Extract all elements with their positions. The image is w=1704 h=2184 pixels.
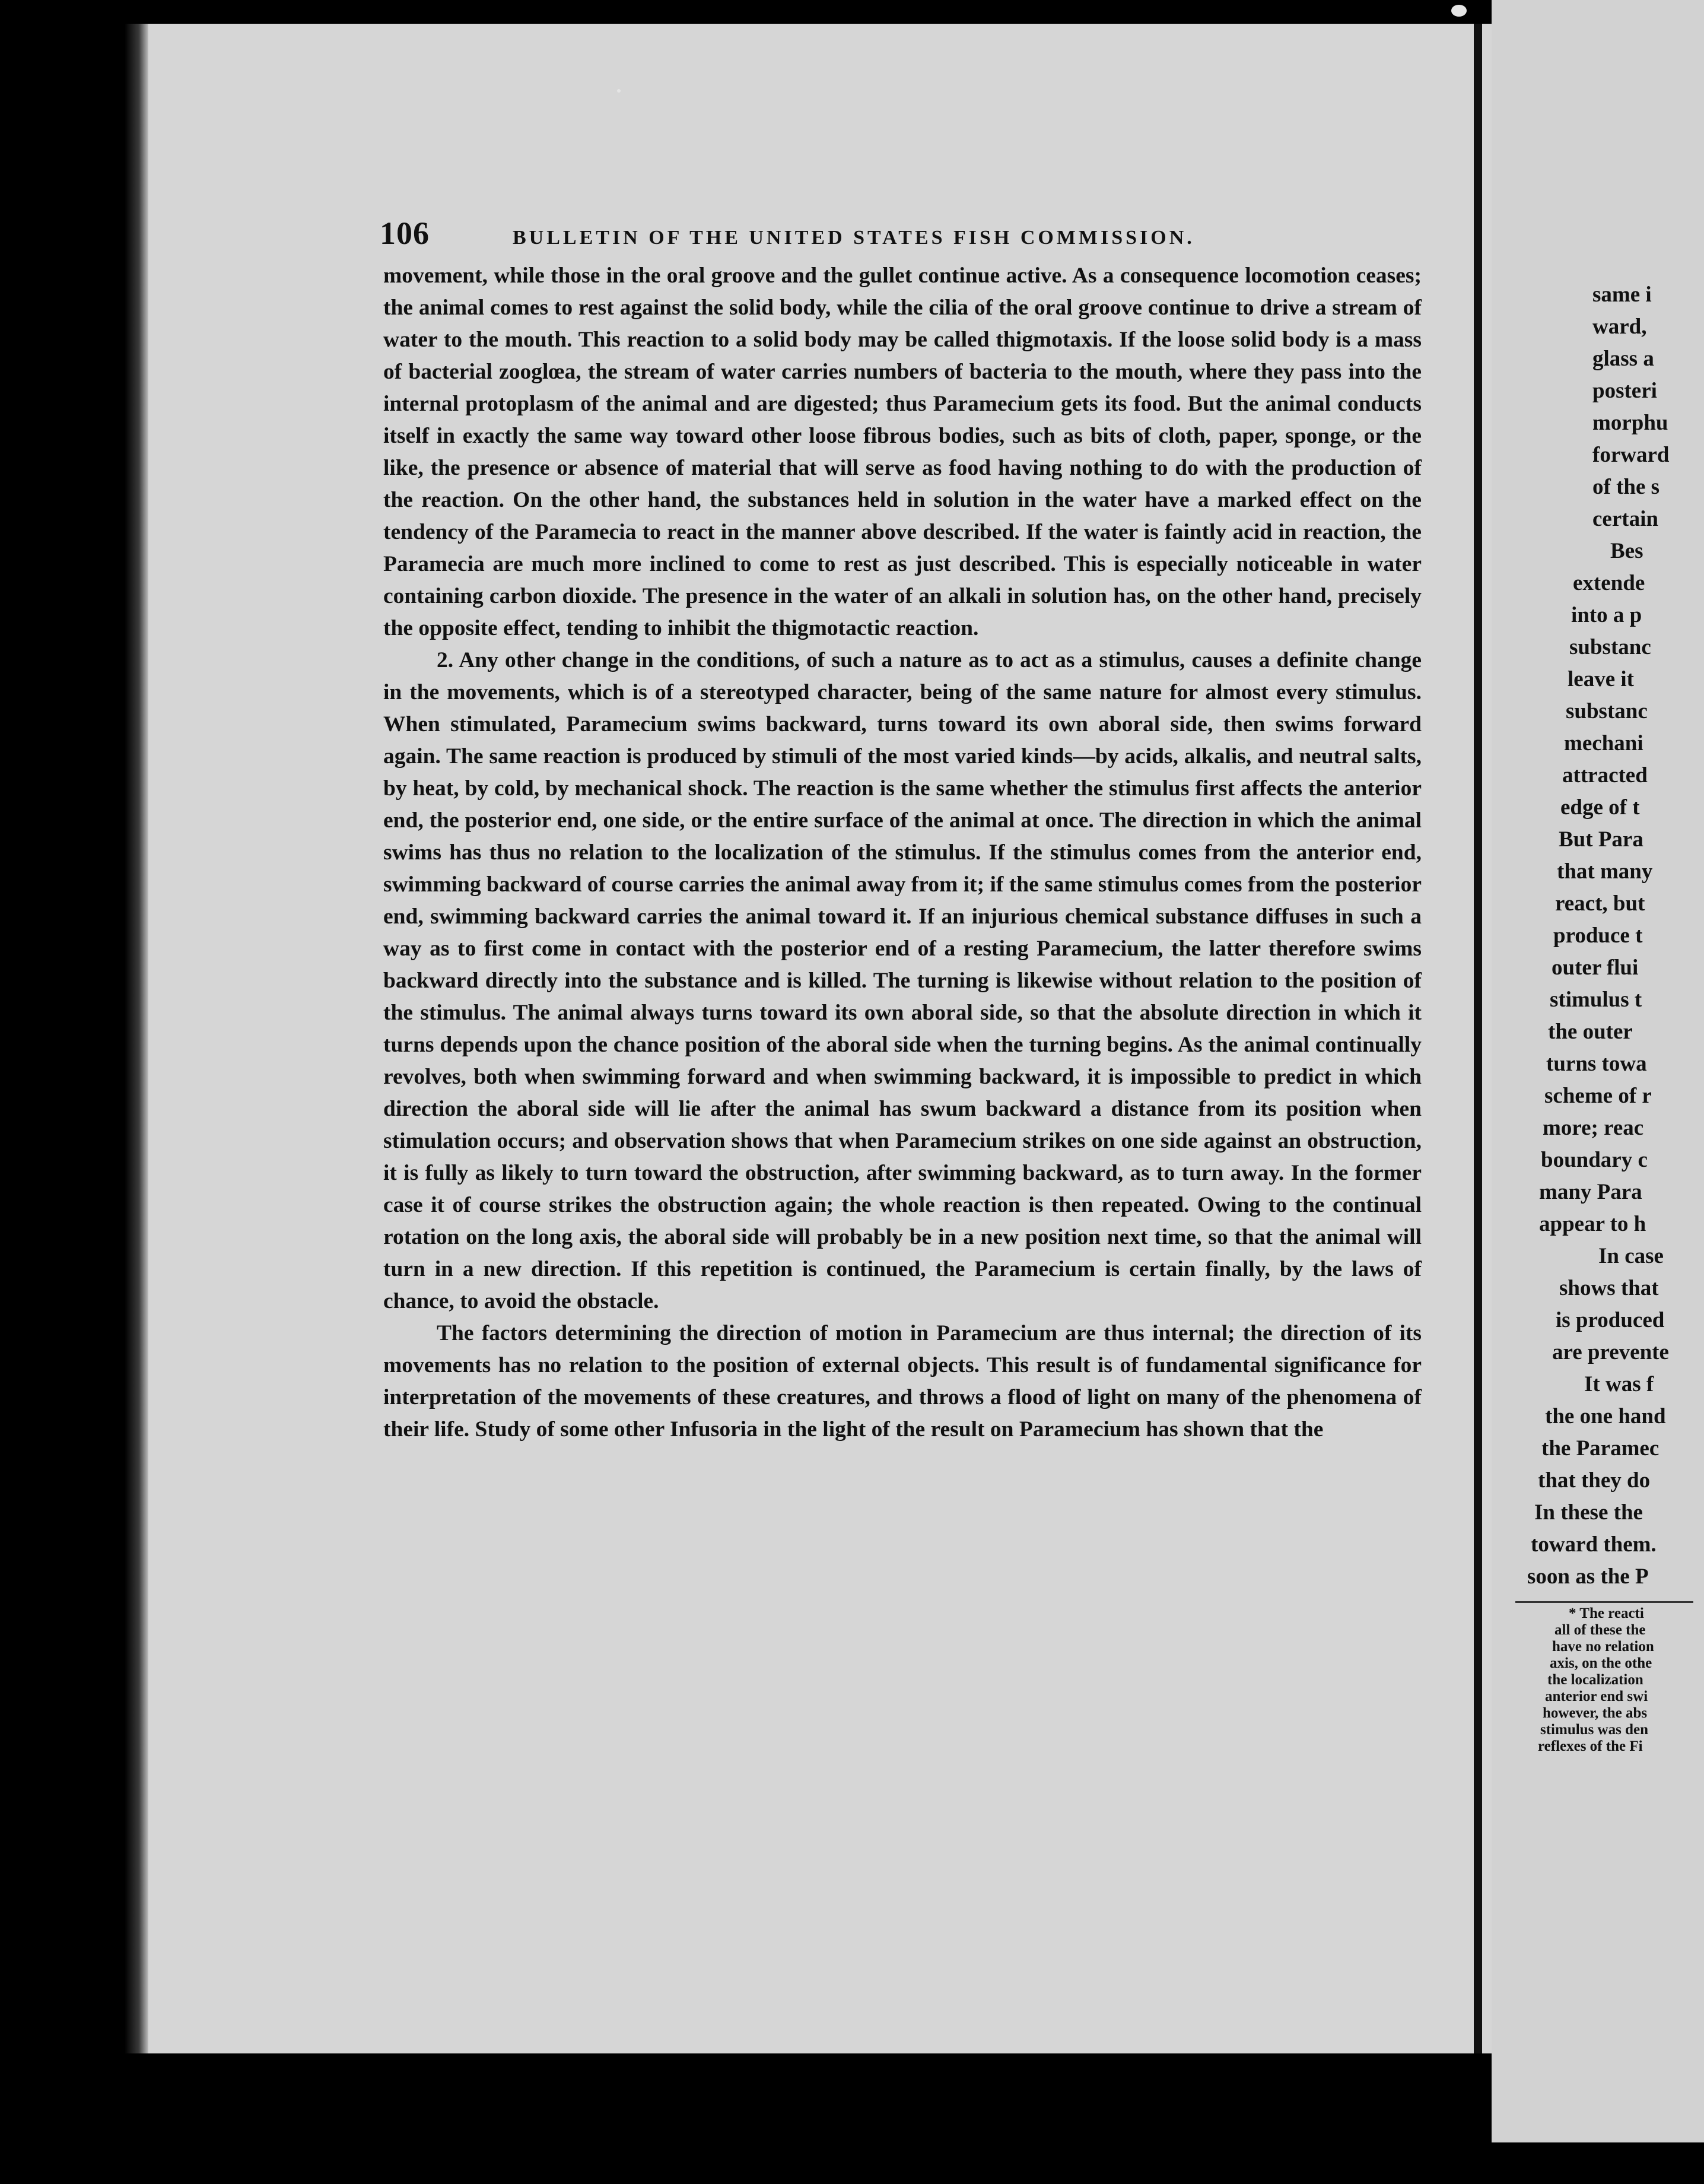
page-gutter <box>1474 24 1482 2053</box>
facing-page-line: forward <box>1592 443 1670 467</box>
facing-page-line: is produced <box>1556 1308 1665 1332</box>
facing-page-line: edge of t <box>1560 795 1640 820</box>
facing-page-footnote-line: the localization <box>1547 1672 1643 1688</box>
facing-page-line: turns towa <box>1546 1052 1647 1076</box>
facing-page-line: outer flui <box>1552 956 1639 980</box>
facing-page-fragment <box>1492 0 1704 2142</box>
page-number: 106 <box>380 215 430 251</box>
facing-page-line: leave it <box>1568 667 1634 691</box>
facing-page-line: In these the <box>1534 1500 1643 1525</box>
facing-page-line: extende <box>1573 571 1645 595</box>
facing-page-footnote-line: axis, on the othe <box>1550 1655 1652 1671</box>
facing-page-line: glass a <box>1592 347 1654 371</box>
body-text <box>383 260 1422 1446</box>
facing-page-line: It was f <box>1584 1372 1654 1396</box>
footnote-rule <box>1515 1601 1693 1603</box>
facing-page-line: are prevente <box>1552 1340 1669 1364</box>
facing-page-line: produce t <box>1553 923 1643 948</box>
facing-page-line: shows that <box>1559 1276 1659 1300</box>
facing-page-lines <box>1492 279 1693 1593</box>
facing-page-line: But Para <box>1559 827 1643 852</box>
facing-page-line: that many <box>1557 859 1653 884</box>
paragraph: 2. Any other change in the conditions, of such a nature as to act as a stimulus, causes a definite change in the movements, which is of a stereotyped character, being of the same nature for almost every stimulus. When stimulated, Paramecium swims backward, turns toward its own aboral side, then swims forward again. The same reaction is produced by stimuli of the most varied kinds—by acids, alkalis, and neutral salts, by heat, by cold, by mechanical shock. The reaction is the same whether the stimulus first affects the anterior end, the posterior end, one side, or the entire surface of the animal at once. The direction in which the animal swims has thus no relation to the localization of the stimulus. If the stimulus comes from the anterior end, swimming backward of course carries the animal away from it; if the same stimulus comes from the posterior end, swimming backward carries the animal toward it. If an injurious chemical substance diffuses in such a way as to first come in contact with the posterior end of a resting Paramecium, the latter therefore swims backward directly into the substance and is killed. The turning is likewise without relation to the position of the stimulus. The animal always turns toward its own aboral side, so that the absolute direction in which it turns depends upon the chance position of the aboral side when the turning begins. As the animal continually revolves, both when swimming forward and when swimming backward, it is impossible to predict in which direction the aboral side will lie after the animal has swum backward a distance from its position when stimulation occurs; and observation shows that when Paramecium strikes on one side against an obstruction, it is fully as likely to turn toward the obstruction, after swimming backward, as to turn away. In the former case it of course strikes the obstruction again; the whole reaction is then repeated. Owing to the continual rotation on the long axis, the aboral side will probably be in a new position next time, so that the animal will turn in a new direction. If this repetition is continued, the Paramecium is certain finally, by the laws of chance, to avoid the obstacle. <box>383 648 1422 1313</box>
facing-page-line: boundary c <box>1541 1148 1648 1172</box>
facing-page-footnotes <box>1527 1605 1704 1755</box>
facing-page-line: ward, <box>1592 315 1647 339</box>
facing-page-footnote-line: reflexes of the Fi <box>1538 1738 1643 1754</box>
dust-speck <box>1451 5 1467 17</box>
facing-page-line: substanc <box>1566 699 1648 723</box>
facing-page-footnote-line: all of these the <box>1554 1622 1646 1638</box>
facing-page-line: In case <box>1598 1244 1664 1268</box>
facing-page-line: react, but <box>1555 891 1645 916</box>
facing-page-line: attracted <box>1562 763 1648 788</box>
facing-page-line: substanc <box>1569 635 1651 659</box>
dust-speck <box>617 89 621 93</box>
facing-page-footnote-line: however, the abs <box>1543 1705 1648 1721</box>
facing-page-line: toward them. <box>1531 1532 1657 1557</box>
facing-page-line: soon as the P <box>1527 1564 1649 1589</box>
facing-page-line: appear to h <box>1539 1212 1646 1236</box>
facing-page-line: more; reac <box>1543 1116 1644 1140</box>
facing-page-line: certain <box>1592 507 1658 531</box>
facing-page-line: posteri <box>1592 379 1657 403</box>
facing-page-line: Bes <box>1610 539 1643 563</box>
running-head <box>380 215 1507 250</box>
paragraph: The factors determining the direction of motion in Paramecium are thus internal; the direction of its movements has no relation to the position of external objects. This result is of fundamental significance for interpretation of the movements of these creatures, and throws a flood of light on many of the phenomena of their life. Study of some other Infusoria in the light of the result on Paramecium has shown that the <box>383 1321 1422 1442</box>
facing-page-line: many Para <box>1539 1180 1642 1204</box>
facing-page-line: the Paramec <box>1541 1436 1660 1461</box>
facing-page-footnote-line: have no relation <box>1552 1639 1654 1655</box>
facing-page-footnote-line: * The reacti <box>1569 1605 1644 1621</box>
facing-page-line: mechani <box>1564 731 1643 755</box>
facing-page-line: scheme of r <box>1544 1084 1652 1108</box>
facing-page-line: morphu <box>1592 411 1668 435</box>
facing-page-line: that they do <box>1538 1468 1651 1493</box>
facing-page-line: the one hand <box>1545 1404 1666 1429</box>
facing-page-line: into a p <box>1571 603 1642 627</box>
facing-page-line: of the s <box>1592 475 1660 499</box>
facing-page-line: the outer <box>1548 1020 1633 1044</box>
facing-page-footnote-line: stimulus was den <box>1540 1722 1648 1738</box>
facing-page-footnote-line: anterior end swi <box>1545 1688 1648 1704</box>
paragraph: movement, while those in the oral groove and the gullet continue active. As a consequence locomotion ceases; the animal comes to rest against the solid body, while the cilia of the oral groove continue to drive a stream of water to the mouth. This reaction to a solid body may be called thigmotaxis. If the loose solid body is a mass of bacterial zooglœa, the stream of water carries numbers of bacteria to the mouth, where they pass into the internal protoplasm of the animal and are digested; thus Paramecium gets its food. But the animal conducts itself in exactly the same way toward other loose fibrous bodies, such as bits of cloth, paper, sponge, or the like, the presence or absence of material that will serve as food having nothing to do with the production of the reaction. On the other hand, the substances held in solution in the water have a marked effect on the tendency of the Paramecia to react in the manner above described. If the water is faintly acid in reaction, the Paramecia are much more inclined to come to rest as just described. This is especially noticeable in water containing carbon dioxide. The presence in the water of an alkali in solution has, on the other hand, precisely the opposite effect, tending to inhibit the thigmotactic reaction. <box>383 264 1422 640</box>
running-title: BULLETIN OF THE UNITED STATES FISH COMMISSION. <box>513 227 1195 249</box>
facing-page-line: stimulus t <box>1550 988 1642 1012</box>
facing-page-line: same i <box>1592 282 1652 307</box>
